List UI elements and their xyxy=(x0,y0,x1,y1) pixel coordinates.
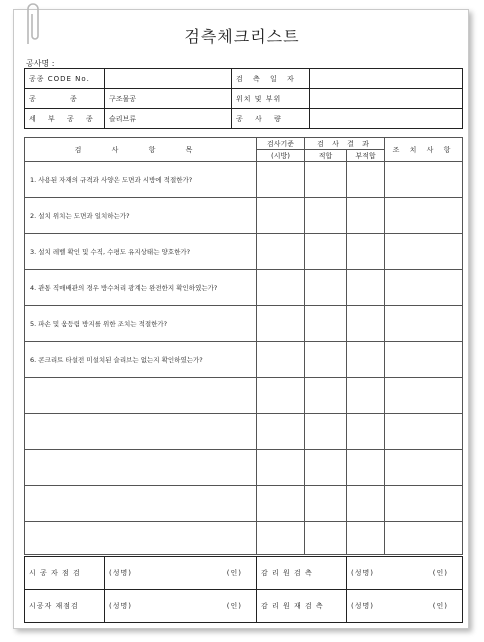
signoff-row-reinspection xyxy=(25,590,463,623)
action-cell[interactable] xyxy=(385,522,463,555)
fail-cell[interactable] xyxy=(347,306,385,342)
action-cell[interactable] xyxy=(385,234,463,270)
quantity-label: 공 사 량 xyxy=(232,109,310,129)
standard-cell[interactable] xyxy=(257,234,305,270)
pass-cell[interactable] xyxy=(305,306,347,342)
code-label: 공종 CODE No. xyxy=(25,69,105,89)
fail-cell[interactable] xyxy=(347,378,385,414)
action-header: 조 치 사 항 xyxy=(385,138,463,162)
table-row xyxy=(25,198,463,234)
project-name-label: 공사명 : xyxy=(26,59,55,68)
table-row xyxy=(25,234,463,270)
standard-cell[interactable] xyxy=(257,378,305,414)
fail-cell[interactable] xyxy=(347,522,385,555)
document-title: 검측체크리스트 xyxy=(184,27,300,46)
result-header: 검 사 결 과 xyxy=(305,138,385,150)
contractor-inspection-label: 시 공 자 점 검 xyxy=(25,557,105,590)
pass-cell[interactable] xyxy=(305,162,347,198)
info-row-code xyxy=(25,69,463,89)
pass-cell[interactable] xyxy=(305,450,347,486)
standard-cell[interactable] xyxy=(257,522,305,555)
fail-cell[interactable] xyxy=(347,198,385,234)
pass-cell[interactable] xyxy=(305,414,347,450)
contractor-signature-field[interactable] xyxy=(105,557,257,590)
action-cell[interactable] xyxy=(385,198,463,234)
name-label: (성명) xyxy=(351,602,374,610)
fail-cell[interactable] xyxy=(347,234,385,270)
standard-cell[interactable] xyxy=(257,306,305,342)
inspection-table xyxy=(24,137,463,555)
standard-cell[interactable] xyxy=(257,450,305,486)
pass-cell[interactable] xyxy=(305,234,347,270)
info-row-work-type xyxy=(25,89,463,109)
info-table xyxy=(24,68,463,129)
seal-label: (인) xyxy=(432,602,448,610)
seal-label: (인) xyxy=(226,569,242,577)
location-value[interactable] xyxy=(310,89,463,109)
table-row xyxy=(25,486,463,522)
fail-cell[interactable] xyxy=(347,270,385,306)
check-item-3: 3. 설치 레벨 확인 및 수직, 수평도 유지상태는 양호한가? xyxy=(25,234,257,270)
pass-cell[interactable] xyxy=(305,378,347,414)
blank-item-cell[interactable] xyxy=(25,378,257,414)
action-cell[interactable] xyxy=(385,486,463,522)
seal-label: (인) xyxy=(226,602,242,610)
standard-subheader: (시방) xyxy=(257,150,305,162)
name-label: (성명) xyxy=(109,602,132,610)
standard-cell[interactable] xyxy=(257,162,305,198)
action-cell[interactable] xyxy=(385,378,463,414)
action-cell[interactable] xyxy=(385,270,463,306)
pass-header: 적합 xyxy=(305,150,347,162)
inspection-date-value[interactable] xyxy=(310,69,463,89)
fail-cell[interactable] xyxy=(347,486,385,522)
name-label: (성명) xyxy=(109,569,132,577)
fail-cell[interactable] xyxy=(347,342,385,378)
pass-cell[interactable] xyxy=(305,342,347,378)
table-row xyxy=(25,342,463,378)
inspection-date-label: 검 측 일 자 xyxy=(232,69,310,89)
table-row xyxy=(25,378,463,414)
action-cell[interactable] xyxy=(385,414,463,450)
pass-cell[interactable] xyxy=(305,198,347,234)
code-value[interactable] xyxy=(105,69,232,89)
pass-cell[interactable] xyxy=(305,522,347,555)
quantity-value[interactable] xyxy=(310,109,463,129)
work-type-label: 공 종 xyxy=(25,89,105,109)
blank-item-cell[interactable] xyxy=(25,486,257,522)
standard-cell[interactable] xyxy=(257,486,305,522)
supervisor-signature-field[interactable] xyxy=(347,557,463,590)
table-row xyxy=(25,162,463,198)
name-label: (성명) xyxy=(351,569,374,577)
standard-cell[interactable] xyxy=(257,342,305,378)
blank-item-cell[interactable] xyxy=(25,414,257,450)
check-item-6: 6. 콘크리트 타설전 미설치된 슬리브는 없는지 확인하였는가? xyxy=(25,342,257,378)
fail-cell[interactable] xyxy=(347,414,385,450)
standard-cell[interactable] xyxy=(257,270,305,306)
contractor-reinspection-label: 시공자 재점검 xyxy=(25,590,105,623)
supervisor-resignature-field[interactable] xyxy=(347,590,463,623)
contractor-resignature-field[interactable] xyxy=(105,590,257,623)
action-cell[interactable] xyxy=(385,306,463,342)
info-row-detail xyxy=(25,109,463,129)
fail-cell[interactable] xyxy=(347,450,385,486)
check-item-1: 1. 사용된 자재의 규격과 사양은 도면과 시방에 적절한가? xyxy=(25,162,257,198)
signoff-table xyxy=(24,556,463,623)
location-label: 위치 및 부위 xyxy=(232,89,310,109)
table-row xyxy=(25,414,463,450)
signoff-row-inspection xyxy=(25,557,463,590)
table-row xyxy=(25,522,463,555)
work-type-value[interactable]: 구조물공 xyxy=(105,89,232,109)
header-row-1 xyxy=(25,138,463,150)
detail-work-label: 세 부 공 종 xyxy=(25,109,105,129)
pass-cell[interactable] xyxy=(305,270,347,306)
supervisor-inspection-label: 감 리 원 검 측 xyxy=(257,557,347,590)
fail-header: 부적합 xyxy=(347,150,385,162)
item-header: 검 사 항 목 xyxy=(25,138,257,162)
check-item-2: 2. 설치 위치는 도면과 일치하는가? xyxy=(25,198,257,234)
table-row xyxy=(25,306,463,342)
blank-item-cell[interactable] xyxy=(25,450,257,486)
supervisor-reinspection-label: 감 리 원 재 검 측 xyxy=(257,590,347,623)
seal-label: (인) xyxy=(432,569,448,577)
check-item-5: 5. 파손 및 움등림 방지를 위한 조치는 적절한가? xyxy=(25,306,257,342)
blank-item-cell[interactable] xyxy=(25,522,257,555)
standard-cell[interactable] xyxy=(257,414,305,450)
action-cell[interactable] xyxy=(385,342,463,378)
action-cell[interactable] xyxy=(385,162,463,198)
detail-work-value[interactable]: 슬리브류 xyxy=(105,109,232,129)
pass-cell[interactable] xyxy=(305,486,347,522)
standard-header: 검사기준 xyxy=(257,138,305,150)
action-cell[interactable] xyxy=(385,450,463,486)
fail-cell[interactable] xyxy=(347,162,385,198)
check-item-4: 4. 관통 직매배관의 경우 방수처리 광계는 완전한지 확인하였는가? xyxy=(25,270,257,306)
standard-cell[interactable] xyxy=(257,198,305,234)
table-row xyxy=(25,270,463,306)
table-row xyxy=(25,450,463,486)
